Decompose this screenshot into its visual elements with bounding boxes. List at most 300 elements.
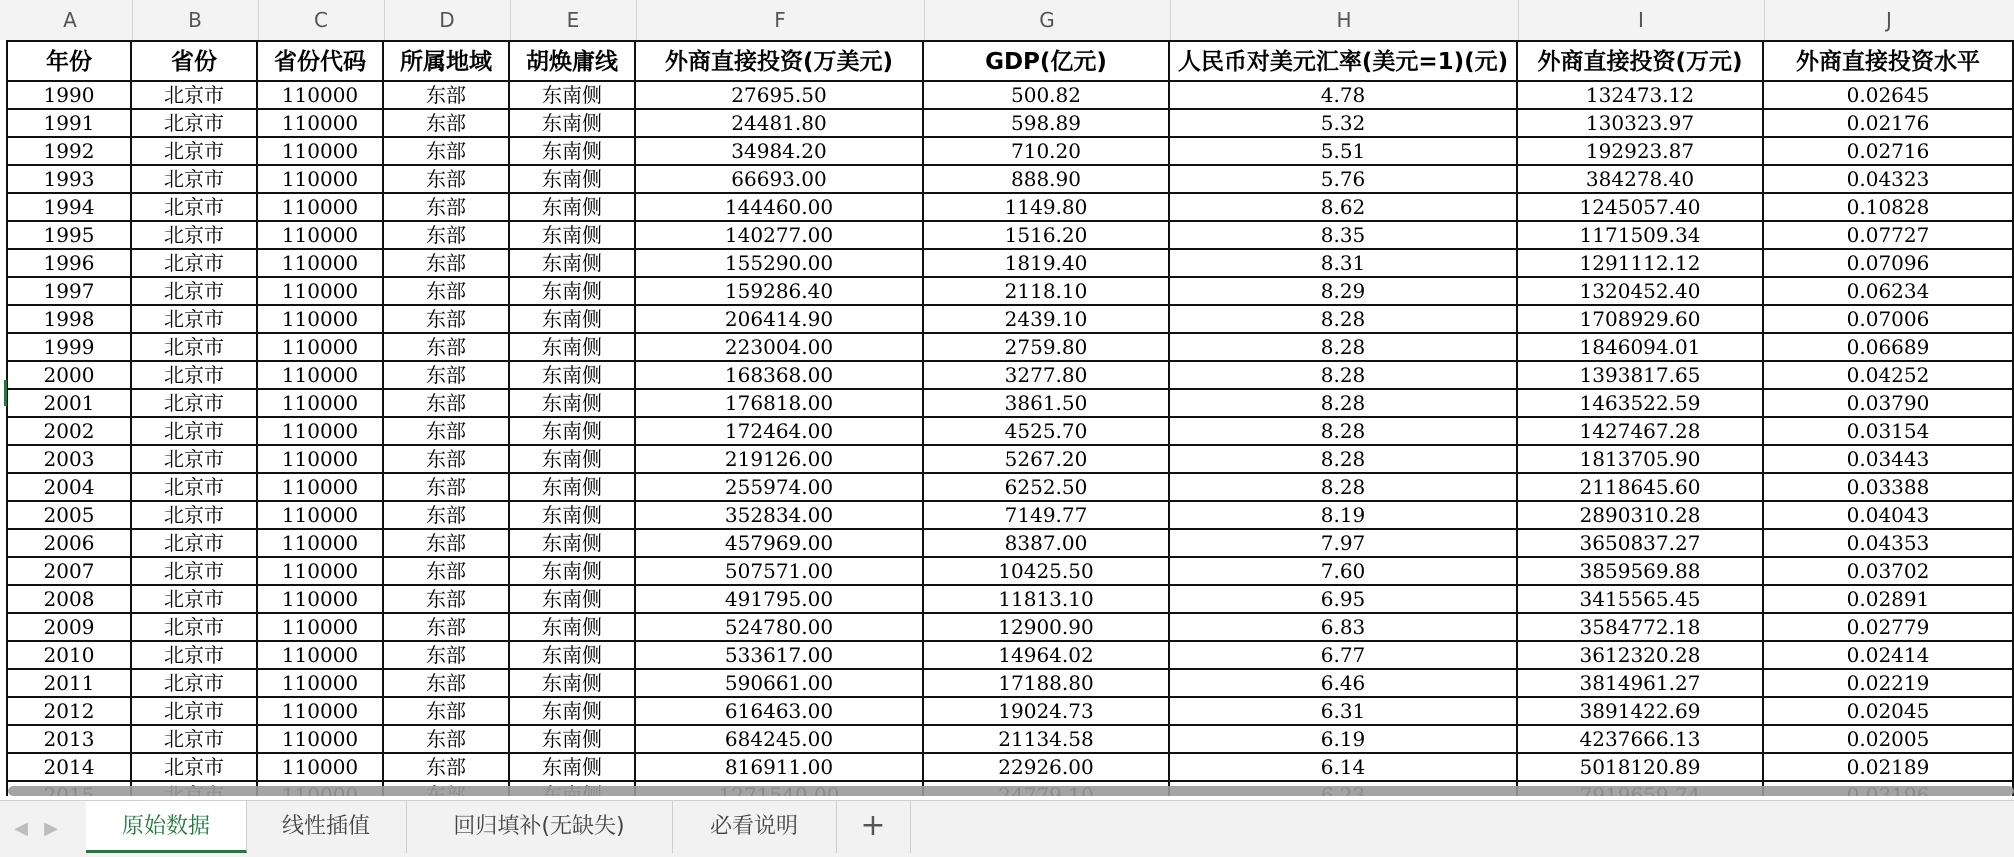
- cell-fdi-level[interactable]: 0.02716: [1764, 138, 2014, 166]
- cell-fdi-usd[interactable]: 524780.00: [636, 614, 924, 642]
- cell-fdi-usd[interactable]: 27695.50: [636, 82, 924, 110]
- cell-province-code[interactable]: 110000: [258, 110, 384, 138]
- tab-nav-next-icon[interactable]: ▶: [44, 818, 58, 839]
- cell-fdi-cny[interactable]: 2118645.60: [1518, 474, 1764, 502]
- cell-exchange-rate[interactable]: 6.31: [1170, 698, 1518, 726]
- cell-province[interactable]: 北京市: [132, 334, 258, 362]
- cell-year[interactable]: 1995: [8, 222, 132, 250]
- cell-fdi-level[interactable]: 0.03790: [1764, 390, 2014, 418]
- cell-province-code[interactable]: 110000: [258, 166, 384, 194]
- cell-province-code[interactable]: 110000: [258, 614, 384, 642]
- cell-exchange-rate[interactable]: 6.83: [1170, 614, 1518, 642]
- cell-hu-line[interactable]: 东南侧: [510, 558, 636, 586]
- cell-province[interactable]: 北京市: [132, 278, 258, 306]
- cell-gdp[interactable]: 8387.00: [924, 530, 1170, 558]
- cell-gdp[interactable]: 1819.40: [924, 250, 1170, 278]
- table-row: [0, 418, 2014, 446]
- cell-province-code[interactable]: 110000: [258, 82, 384, 110]
- column-letter-g[interactable]: G: [924, 0, 1171, 40]
- cell-exchange-rate[interactable]: 5.32: [1170, 110, 1518, 138]
- cell-hu-line[interactable]: 东南侧: [510, 586, 636, 614]
- cell-province-code[interactable]: 110000: [258, 586, 384, 614]
- cell-fdi-level[interactable]: 0.02005: [1764, 726, 2014, 754]
- cell-fdi-usd[interactable]: 66693.00: [636, 166, 924, 194]
- cell-year[interactable]: 2000: [8, 362, 132, 390]
- cell-exchange-rate[interactable]: 6.19: [1170, 726, 1518, 754]
- cell-province-code[interactable]: 110000: [258, 222, 384, 250]
- cell-gdp[interactable]: 7149.77: [924, 502, 1170, 530]
- cell-year[interactable]: 2010: [8, 642, 132, 670]
- cell-exchange-rate[interactable]: 8.28: [1170, 446, 1518, 474]
- cell-hu-line[interactable]: 东南侧: [510, 418, 636, 446]
- cell-year[interactable]: 1991: [8, 110, 132, 138]
- cell-exchange-rate[interactable]: 8.28: [1170, 390, 1518, 418]
- cell-province-code[interactable]: 110000: [258, 558, 384, 586]
- cell-year[interactable]: 2013: [8, 726, 132, 754]
- cell-exchange-rate[interactable]: 8.31: [1170, 250, 1518, 278]
- cell-fdi-level[interactable]: 0.04323: [1764, 166, 2014, 194]
- cell-fdi-cny[interactable]: 2890310.28: [1518, 502, 1764, 530]
- sheet-tab-bar: [0, 800, 2014, 857]
- cell-province-code[interactable]: 110000: [258, 194, 384, 222]
- cell-province[interactable]: 北京市: [132, 642, 258, 670]
- cell-fdi-usd[interactable]: 533617.00: [636, 642, 924, 670]
- column-letter-c[interactable]: C: [258, 0, 385, 40]
- cell-exchange-rate[interactable]: 6.77: [1170, 642, 1518, 670]
- cell-exchange-rate[interactable]: 8.19: [1170, 502, 1518, 530]
- cell-province-code[interactable]: 110000: [258, 642, 384, 670]
- cell-exchange-rate[interactable]: 8.28: [1170, 418, 1518, 446]
- cell-gdp[interactable]: 17188.80: [924, 670, 1170, 698]
- cell-hu-line[interactable]: 东南侧: [510, 334, 636, 362]
- cell-province[interactable]: 北京市: [132, 446, 258, 474]
- cell-region[interactable]: 东部: [384, 502, 510, 530]
- table-row: [0, 670, 2014, 698]
- cell-hu-line[interactable]: 东南侧: [510, 82, 636, 110]
- cell-region[interactable]: 东部: [384, 362, 510, 390]
- cell-exchange-rate[interactable]: 7.60: [1170, 558, 1518, 586]
- cell-fdi-level[interactable]: 0.04353: [1764, 530, 2014, 558]
- cell-gdp[interactable]: 3277.80: [924, 362, 1170, 390]
- cell-year[interactable]: 2014: [8, 754, 132, 782]
- cell-fdi-level[interactable]: 0.02414: [1764, 642, 2014, 670]
- cell-fdi-usd[interactable]: 140277.00: [636, 222, 924, 250]
- grid-left-border: [6, 40, 8, 796]
- header-cell-exchange-rate[interactable]: 人民币对美元汇率(美元=1)(元): [1170, 40, 1518, 82]
- cell-province-code[interactable]: 110000: [258, 334, 384, 362]
- cell-hu-line[interactable]: 东南侧: [510, 222, 636, 250]
- cell-gdp[interactable]: 888.90: [924, 166, 1170, 194]
- cell-fdi-level[interactable]: 0.03702: [1764, 558, 2014, 586]
- cell-gdp[interactable]: 500.82: [924, 82, 1170, 110]
- cell-gdp[interactable]: 12900.90: [924, 614, 1170, 642]
- header-cell-fdi-cny[interactable]: 外商直接投资(万元): [1518, 40, 1764, 82]
- cell-fdi-usd[interactable]: 255974.00: [636, 474, 924, 502]
- cell-region[interactable]: 东部: [384, 222, 510, 250]
- cell-fdi-usd[interactable]: 159286.40: [636, 278, 924, 306]
- cell-fdi-usd[interactable]: 457969.00: [636, 530, 924, 558]
- cell-gdp[interactable]: 3861.50: [924, 390, 1170, 418]
- cell-province-code[interactable]: 110000: [258, 530, 384, 558]
- cell-fdi-usd[interactable]: 507571.00: [636, 558, 924, 586]
- cell-region[interactable]: 东部: [384, 250, 510, 278]
- cell-year[interactable]: 2004: [8, 474, 132, 502]
- cell-gdp[interactable]: 2439.10: [924, 306, 1170, 334]
- cell-fdi-usd[interactable]: 172464.00: [636, 418, 924, 446]
- cell-hu-line[interactable]: 东南侧: [510, 614, 636, 642]
- cell-fdi-level[interactable]: 0.02045: [1764, 698, 2014, 726]
- cell-exchange-rate[interactable]: 8.28: [1170, 474, 1518, 502]
- cell-province[interactable]: 北京市: [132, 726, 258, 754]
- header-cell-gdp[interactable]: GDP(亿元): [924, 40, 1170, 82]
- cell-exchange-rate[interactable]: 8.35: [1170, 222, 1518, 250]
- cell-fdi-level[interactable]: 0.03388: [1764, 474, 2014, 502]
- cell-year[interactable]: 2006: [8, 530, 132, 558]
- cell-hu-line[interactable]: 东南侧: [510, 250, 636, 278]
- cell-region[interactable]: 东部: [384, 334, 510, 362]
- plus-icon: +: [860, 808, 886, 843]
- cell-exchange-rate[interactable]: 8.28: [1170, 306, 1518, 334]
- cell-province[interactable]: 北京市: [132, 306, 258, 334]
- cell-year[interactable]: 2005: [8, 502, 132, 530]
- column-header-bar: [0, 0, 2014, 41]
- cell-gdp[interactable]: 11813.10: [924, 586, 1170, 614]
- header-cell-province[interactable]: 省份: [132, 40, 258, 82]
- table-row: [0, 138, 2014, 166]
- cell-fdi-level[interactable]: 0.07096: [1764, 250, 2014, 278]
- cell-fdi-level[interactable]: 0.02891: [1764, 586, 2014, 614]
- table-row: [0, 222, 2014, 250]
- horizontal-scrollbar[interactable]: [8, 786, 2014, 796]
- cell-province-code[interactable]: 110000: [258, 362, 384, 390]
- cell-fdi-usd[interactable]: 590661.00: [636, 670, 924, 698]
- cell-province[interactable]: 北京市: [132, 418, 258, 446]
- cell-gdp[interactable]: 2118.10: [924, 278, 1170, 306]
- cell-province[interactable]: 北京市: [132, 558, 258, 586]
- cell-province[interactable]: 北京市: [132, 82, 258, 110]
- column-letter-h[interactable]: H: [1170, 0, 1519, 40]
- cell-province-code[interactable]: 110000: [258, 390, 384, 418]
- cell-fdi-usd[interactable]: 24481.80: [636, 110, 924, 138]
- table-row: [0, 642, 2014, 670]
- cell-exchange-rate[interactable]: 6.14: [1170, 754, 1518, 782]
- tab-nav-prev-icon[interactable]: ◀: [14, 818, 28, 839]
- cell-region[interactable]: 东部: [384, 278, 510, 306]
- cell-region[interactable]: 东部: [384, 418, 510, 446]
- cell-fdi-level[interactable]: 0.04043: [1764, 502, 2014, 530]
- header-cell-province-code[interactable]: 省份代码: [258, 40, 384, 82]
- cell-fdi-cny[interactable]: 1846094.01: [1518, 334, 1764, 362]
- cell-province-code[interactable]: 110000: [258, 446, 384, 474]
- cell-fdi-usd[interactable]: 816911.00: [636, 754, 924, 782]
- cell-region[interactable]: 东部: [384, 530, 510, 558]
- cell-fdi-cny[interactable]: 3584772.18: [1518, 614, 1764, 642]
- cell-fdi-usd[interactable]: 155290.00: [636, 250, 924, 278]
- header-cell-fdi-level[interactable]: 外商直接投资水平: [1764, 40, 2014, 82]
- table-row: [0, 194, 2014, 222]
- cell-exchange-rate[interactable]: 5.76: [1170, 166, 1518, 194]
- cell-province[interactable]: 北京市: [132, 614, 258, 642]
- table-row: [0, 614, 2014, 642]
- cell-exchange-rate[interactable]: 7.97: [1170, 530, 1518, 558]
- cell-fdi-cny[interactable]: 192923.87: [1518, 138, 1764, 166]
- cell-hu-line[interactable]: 东南侧: [510, 278, 636, 306]
- cell-exchange-rate[interactable]: 5.51: [1170, 138, 1518, 166]
- cell-fdi-level[interactable]: 0.06234: [1764, 278, 2014, 306]
- cell-exchange-rate[interactable]: 6.95: [1170, 586, 1518, 614]
- cell-province-code[interactable]: 110000: [258, 278, 384, 306]
- cell-province[interactable]: 北京市: [132, 530, 258, 558]
- cell-year[interactable]: 1997: [8, 278, 132, 306]
- cell-fdi-level[interactable]: 0.04252: [1764, 362, 2014, 390]
- cell-province[interactable]: 北京市: [132, 362, 258, 390]
- cell-fdi-usd[interactable]: 352834.00: [636, 502, 924, 530]
- cell-fdi-cny[interactable]: 1245057.40: [1518, 194, 1764, 222]
- cell-fdi-cny[interactable]: 1171509.34: [1518, 222, 1764, 250]
- cell-fdi-cny[interactable]: 130323.97: [1518, 110, 1764, 138]
- cell-region[interactable]: 东部: [384, 698, 510, 726]
- cell-hu-line[interactable]: 东南侧: [510, 138, 636, 166]
- header-cell-hu-line[interactable]: 胡焕庸线: [510, 40, 636, 82]
- cell-fdi-cny[interactable]: 3650837.27: [1518, 530, 1764, 558]
- cell-hu-line[interactable]: 东南侧: [510, 166, 636, 194]
- cell-fdi-cny[interactable]: 3814961.27: [1518, 670, 1764, 698]
- cell-year[interactable]: 1993: [8, 166, 132, 194]
- cell-fdi-cny[interactable]: 3415565.45: [1518, 586, 1764, 614]
- cell-year[interactable]: 2001: [8, 390, 132, 418]
- cell-fdi-cny[interactable]: 3891422.69: [1518, 698, 1764, 726]
- cell-province-code[interactable]: 110000: [258, 418, 384, 446]
- cell-province[interactable]: 北京市: [132, 166, 258, 194]
- cell-fdi-cny[interactable]: 3612320.28: [1518, 642, 1764, 670]
- cell-region[interactable]: 东部: [384, 754, 510, 782]
- cell-year[interactable]: 2008: [8, 586, 132, 614]
- add-sheet-button[interactable]: [836, 801, 911, 853]
- cell-province-code[interactable]: 110000: [258, 754, 384, 782]
- cell-province[interactable]: 北京市: [132, 670, 258, 698]
- header-cell-region[interactable]: 所属地域: [384, 40, 510, 82]
- cell-province-code[interactable]: 110000: [258, 698, 384, 726]
- cell-gdp[interactable]: 4525.70: [924, 418, 1170, 446]
- cell-hu-line[interactable]: 东南侧: [510, 390, 636, 418]
- table-row: [0, 110, 2014, 138]
- cell-gdp[interactable]: 1149.80: [924, 194, 1170, 222]
- sheet-tab-regression-fill[interactable]: 回归填补(无缺失): [406, 801, 673, 853]
- cell-year[interactable]: 1990: [8, 82, 132, 110]
- cell-province-code[interactable]: 110000: [258, 474, 384, 502]
- cell-year[interactable]: 2012: [8, 698, 132, 726]
- cell-province[interactable]: 北京市: [132, 474, 258, 502]
- column-letter-j[interactable]: J: [1764, 0, 2014, 40]
- cell-region[interactable]: 东部: [384, 670, 510, 698]
- cell-region[interactable]: 东部: [384, 82, 510, 110]
- table-row: [0, 166, 2014, 194]
- column-letter-d[interactable]: D: [384, 0, 511, 40]
- cell-fdi-cny[interactable]: 1320452.40: [1518, 278, 1764, 306]
- table-row: [0, 82, 2014, 110]
- cell-region[interactable]: 东部: [384, 138, 510, 166]
- cell-year[interactable]: 2011: [8, 670, 132, 698]
- table-header-row: [0, 40, 2014, 82]
- cell-hu-line[interactable]: 东南侧: [510, 670, 636, 698]
- cell-fdi-usd[interactable]: 223004.00: [636, 334, 924, 362]
- column-letter-e[interactable]: E: [510, 0, 637, 40]
- column-letter-i[interactable]: I: [1518, 0, 1765, 40]
- cell-fdi-usd[interactable]: 144460.00: [636, 194, 924, 222]
- cell-year[interactable]: 1994: [8, 194, 132, 222]
- cell-province[interactable]: 北京市: [132, 754, 258, 782]
- cell-province-code[interactable]: 110000: [258, 138, 384, 166]
- cell-province[interactable]: 北京市: [132, 502, 258, 530]
- sheet-tab-raw-data[interactable]: 原始数据: [86, 801, 247, 853]
- cell-fdi-level[interactable]: 0.02645: [1764, 82, 2014, 110]
- cell-province[interactable]: 北京市: [132, 222, 258, 250]
- cell-fdi-level[interactable]: 0.03154: [1764, 418, 2014, 446]
- cell-hu-line[interactable]: 东南侧: [510, 754, 636, 782]
- cell-fdi-cny[interactable]: 1708929.60: [1518, 306, 1764, 334]
- cell-exchange-rate[interactable]: 4.78: [1170, 82, 1518, 110]
- cell-year[interactable]: 2007: [8, 558, 132, 586]
- cell-exchange-rate[interactable]: 8.28: [1170, 334, 1518, 362]
- cell-fdi-level[interactable]: 0.02779: [1764, 614, 2014, 642]
- cell-exchange-rate[interactable]: 8.29: [1170, 278, 1518, 306]
- cell-fdi-cny[interactable]: 1813705.90: [1518, 446, 1764, 474]
- cell-hu-line[interactable]: 东南侧: [510, 502, 636, 530]
- cell-gdp[interactable]: 598.89: [924, 110, 1170, 138]
- cell-region[interactable]: 东部: [384, 474, 510, 502]
- column-letter-b[interactable]: B: [132, 0, 259, 40]
- cell-gdp[interactable]: 2759.80: [924, 334, 1170, 362]
- sheet-tab-linear-interpolation[interactable]: 线性插值: [246, 801, 407, 853]
- cell-fdi-level[interactable]: 0.03443: [1764, 446, 2014, 474]
- cell-hu-line[interactable]: 东南侧: [510, 698, 636, 726]
- cell-region[interactable]: 东部: [384, 726, 510, 754]
- cell-province[interactable]: 北京市: [132, 138, 258, 166]
- cell-region[interactable]: 东部: [384, 306, 510, 334]
- cell-gdp[interactable]: 14964.02: [924, 642, 1170, 670]
- cell-region[interactable]: 东部: [384, 614, 510, 642]
- cell-province[interactable]: 北京市: [132, 390, 258, 418]
- cell-fdi-usd[interactable]: 616463.00: [636, 698, 924, 726]
- cell-hu-line[interactable]: 东南侧: [510, 110, 636, 138]
- cell-fdi-cny[interactable]: 1427467.28: [1518, 418, 1764, 446]
- cell-year[interactable]: 2009: [8, 614, 132, 642]
- cell-fdi-usd[interactable]: 168368.00: [636, 362, 924, 390]
- cell-hu-line[interactable]: 东南侧: [510, 726, 636, 754]
- column-letter-a[interactable]: A: [8, 0, 133, 40]
- cell-province-code[interactable]: 110000: [258, 670, 384, 698]
- cell-hu-line[interactable]: 东南侧: [510, 446, 636, 474]
- cell-province[interactable]: 北京市: [132, 586, 258, 614]
- cell-fdi-cny[interactable]: 4237666.13: [1518, 726, 1764, 754]
- cell-region[interactable]: 东部: [384, 446, 510, 474]
- cell-exchange-rate[interactable]: 6.46: [1170, 670, 1518, 698]
- cell-exchange-rate[interactable]: 8.28: [1170, 362, 1518, 390]
- cell-hu-line[interactable]: 东南侧: [510, 642, 636, 670]
- cell-gdp[interactable]: 21134.58: [924, 726, 1170, 754]
- cell-province[interactable]: 北京市: [132, 698, 258, 726]
- sheet-tab-readme[interactable]: 必看说明: [672, 801, 837, 853]
- cell-gdp[interactable]: 710.20: [924, 138, 1170, 166]
- cell-region[interactable]: 东部: [384, 390, 510, 418]
- cell-gdp[interactable]: 22926.00: [924, 754, 1170, 782]
- header-cell-year[interactable]: 年份: [8, 40, 132, 82]
- cell-fdi-usd[interactable]: 684245.00: [636, 726, 924, 754]
- cell-fdi-cny[interactable]: 3859569.88: [1518, 558, 1764, 586]
- cell-fdi-cny[interactable]: 5018120.89: [1518, 754, 1764, 782]
- header-cell-fdi-usd[interactable]: 外商直接投资(万美元): [636, 40, 924, 82]
- cell-province[interactable]: 北京市: [132, 250, 258, 278]
- cell-region[interactable]: 东部: [384, 586, 510, 614]
- cell-fdi-cny[interactable]: 1291112.12: [1518, 250, 1764, 278]
- cell-year[interactable]: 1996: [8, 250, 132, 278]
- cell-fdi-usd[interactable]: 219126.00: [636, 446, 924, 474]
- cell-province-code[interactable]: 110000: [258, 502, 384, 530]
- cell-province[interactable]: 北京市: [132, 194, 258, 222]
- cell-gdp[interactable]: 5267.20: [924, 446, 1170, 474]
- cell-exchange-rate[interactable]: 8.62: [1170, 194, 1518, 222]
- cell-year[interactable]: 2003: [8, 446, 132, 474]
- table-row: [0, 502, 2014, 530]
- cell-gdp[interactable]: 6252.50: [924, 474, 1170, 502]
- cell-fdi-cny[interactable]: 1463522.59: [1518, 390, 1764, 418]
- cell-fdi-level[interactable]: 0.07727: [1764, 222, 2014, 250]
- cell-fdi-usd[interactable]: 34984.20: [636, 138, 924, 166]
- cell-year[interactable]: 1999: [8, 334, 132, 362]
- cell-fdi-cny[interactable]: 1393817.65: [1518, 362, 1764, 390]
- cell-region[interactable]: 东部: [384, 642, 510, 670]
- cell-fdi-level[interactable]: 0.02189: [1764, 754, 2014, 782]
- cell-province-code[interactable]: 110000: [258, 250, 384, 278]
- table-row: [0, 754, 2014, 782]
- cell-hu-line[interactable]: 东南侧: [510, 474, 636, 502]
- cell-fdi-usd[interactable]: 491795.00: [636, 586, 924, 614]
- cell-fdi-cny[interactable]: 132473.12: [1518, 82, 1764, 110]
- cell-region[interactable]: 东部: [384, 194, 510, 222]
- cell-hu-line[interactable]: 东南侧: [510, 362, 636, 390]
- spreadsheet-grid[interactable]: [0, 40, 2014, 796]
- cell-year[interactable]: 2002: [8, 418, 132, 446]
- cell-province-code[interactable]: 110000: [258, 726, 384, 754]
- cell-gdp[interactable]: 19024.73: [924, 698, 1170, 726]
- cell-hu-line[interactable]: 东南侧: [510, 306, 636, 334]
- column-letter-f[interactable]: F: [636, 0, 925, 40]
- cell-province[interactable]: 北京市: [132, 110, 258, 138]
- cell-region[interactable]: 东部: [384, 558, 510, 586]
- cell-fdi-level[interactable]: 0.06689: [1764, 334, 2014, 362]
- cell-fdi-cny[interactable]: 384278.40: [1518, 166, 1764, 194]
- cell-region[interactable]: 东部: [384, 110, 510, 138]
- cell-fdi-level[interactable]: 0.02176: [1764, 110, 2014, 138]
- table-row: [0, 586, 2014, 614]
- cell-hu-line[interactable]: 东南侧: [510, 194, 636, 222]
- table-row: [0, 530, 2014, 558]
- cell-year[interactable]: 1992: [8, 138, 132, 166]
- table-row: [0, 278, 2014, 306]
- cell-fdi-level[interactable]: 0.10828: [1764, 194, 2014, 222]
- cell-fdi-usd[interactable]: 176818.00: [636, 390, 924, 418]
- cell-region[interactable]: 东部: [384, 166, 510, 194]
- cell-province-code[interactable]: 110000: [258, 306, 384, 334]
- table-row: [0, 250, 2014, 278]
- cell-hu-line[interactable]: 东南侧: [510, 530, 636, 558]
- cell-fdi-level[interactable]: 0.07006: [1764, 306, 2014, 334]
- cell-fdi-usd[interactable]: 206414.90: [636, 306, 924, 334]
- cell-gdp[interactable]: 1516.20: [924, 222, 1170, 250]
- cell-year[interactable]: 1998: [8, 306, 132, 334]
- cell-gdp[interactable]: 10425.50: [924, 558, 1170, 586]
- cell-fdi-level[interactable]: 0.02219: [1764, 670, 2014, 698]
